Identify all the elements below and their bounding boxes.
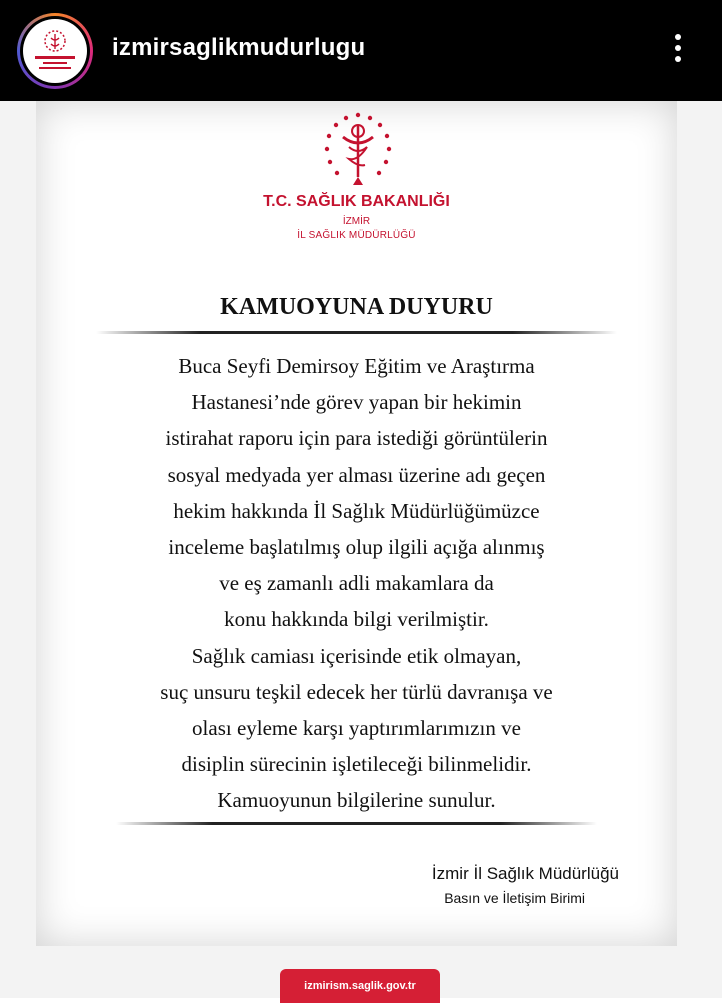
notice-line: Buca Seyfi Demirsoy Eğitim ve Araştırma [178,354,535,378]
website-label: izmirism.saglik.gov.tr [280,969,440,1003]
notice-line: suç unsuru teşkil edecek her türlü davranışa ve [160,679,553,704]
post-image [0,101,722,998]
notice-line: ve eş zamanlı adli makamlara da [219,571,494,596]
notice-line: inceleme başlatılmış olup ilgili açığa alınmış [168,535,545,560]
department-name: İL SAĞLIK MÜDÜRLÜĞÜ [297,230,416,241]
signature-main: İzmir İl Sağlık Müdürlüğü [431,864,619,883]
notice-body [66,348,647,819]
title-divider [96,331,617,334]
city-name: İZMİR [342,216,371,227]
notice-line: Kamuoyunun bilgilerine sunulur. [217,788,496,813]
ministry-name: T.C. SAĞLIK BAKANLIĞI [263,193,450,210]
notice-title: KAMUOYUNA DUYURU [220,294,493,320]
ministry-logo-icon [23,19,87,83]
notice-line: Sağlık camiası içerisinde etik olmayan, [191,643,522,668]
notice-line: Hastanesi’nde görev yapan bir hekimin [191,390,522,415]
profile-avatar[interactable] [17,13,93,89]
account-username[interactable]: izmirsaglikmudurlugu [112,34,366,61]
signature-sub: Basın ve İletişim Birimi [444,890,585,906]
ministry-emblem-icon [319,111,397,189]
more-options-icon[interactable] [664,30,692,70]
body-divider [116,822,597,825]
post-header [0,0,722,101]
notice-line: konu hakkında bilgi verilmiştir. [224,607,489,632]
notice-line: hekim hakkında İl Sağlık Müdürlüğümüzce [173,498,540,523]
announcement-card [36,101,677,946]
notice-line: disiplin sürecinin işletileceği bilinmelidir. [181,752,532,777]
notice-line: istirahat raporu için para istediği görüntülerin [165,426,548,451]
notice-line: olası eyleme karşı yaptırımlarımızın ve [192,716,521,741]
notice-line: sosyal medyada yer alması üzerine adı geçen [167,462,546,487]
